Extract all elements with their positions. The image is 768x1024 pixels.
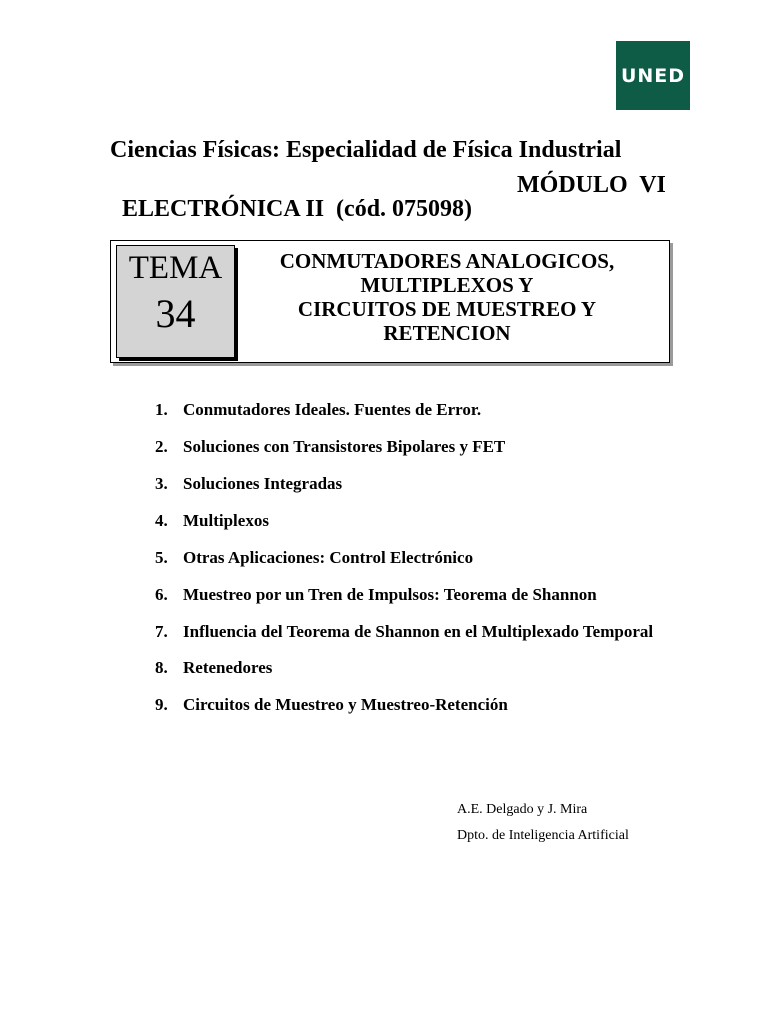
topic-title-line: MULTIPLEXOS Y bbox=[360, 273, 534, 297]
toc-item bbox=[155, 437, 676, 457]
toc-item-number: 4. bbox=[155, 511, 168, 530]
toc-item-number: 7. bbox=[155, 622, 168, 641]
toc-item bbox=[155, 658, 676, 678]
toc-item-number: 2. bbox=[155, 437, 168, 456]
toc-item-number: 3. bbox=[155, 474, 168, 493]
toc-item-number: 9. bbox=[155, 695, 168, 714]
tema-badge bbox=[116, 245, 235, 358]
toc-item bbox=[155, 617, 676, 647]
module-label: MÓDULO VI bbox=[517, 172, 666, 198]
toc-item-text: Retenedores bbox=[183, 658, 273, 677]
toc-item-text: Muestreo por un Tren de Impulsos: Teorema de Shannon bbox=[183, 585, 597, 604]
author-block bbox=[457, 797, 629, 849]
course-code-line bbox=[110, 172, 666, 245]
toc-item-text: Conmutadores Ideales. Fuentes de Error. bbox=[183, 400, 482, 419]
topic-title-line: CONMUTADORES ANALOGICOS, bbox=[279, 249, 615, 273]
toc-item bbox=[155, 400, 676, 420]
tema-number: 34 bbox=[155, 291, 196, 336]
toc-item-text: Otras Aplicaciones: Control Electrónico bbox=[183, 548, 474, 567]
toc-item-text: Multiplexos bbox=[183, 511, 269, 530]
course-heading: Ciencias Físicas: Especialidad de Física Industrial bbox=[110, 137, 622, 163]
toc-item bbox=[155, 695, 676, 715]
table-of-contents bbox=[155, 400, 676, 732]
toc-item bbox=[155, 548, 676, 568]
topic-title-line: RETENCION bbox=[383, 321, 511, 345]
toc-item-number: 5. bbox=[155, 548, 168, 567]
toc-item-number: 8. bbox=[155, 658, 168, 677]
toc-item-text: Circuitos de Muestreo y Muestreo-Retención bbox=[183, 695, 508, 714]
logo-text: UNED bbox=[620, 64, 686, 87]
toc-item-number: 1. bbox=[155, 400, 168, 419]
author-names: A.E. Delgado y J. Mira bbox=[457, 802, 588, 817]
course-code: ELECTRÓNICA II (cód. 075098) bbox=[122, 196, 473, 222]
toc-item-number: 6. bbox=[155, 585, 168, 604]
author-department: Dpto. de Inteligencia Artificial bbox=[457, 828, 629, 843]
topic-title-line: CIRCUITOS DE MUESTREO Y bbox=[297, 297, 597, 321]
topic-box bbox=[110, 240, 670, 363]
toc-item-text: Soluciones con Transistores Bipolares y FET bbox=[183, 437, 506, 456]
toc-item bbox=[155, 585, 676, 605]
toc-item-text: Influencia del Teorema de Shannon en el Multiplexado Temporal bbox=[183, 622, 654, 641]
uned-logo bbox=[616, 41, 690, 110]
toc-item bbox=[155, 511, 676, 531]
tema-label: TEMA bbox=[128, 250, 223, 286]
topic-title bbox=[251, 249, 643, 345]
toc-item-text: Soluciones Integradas bbox=[183, 474, 343, 493]
toc-item bbox=[155, 474, 676, 494]
